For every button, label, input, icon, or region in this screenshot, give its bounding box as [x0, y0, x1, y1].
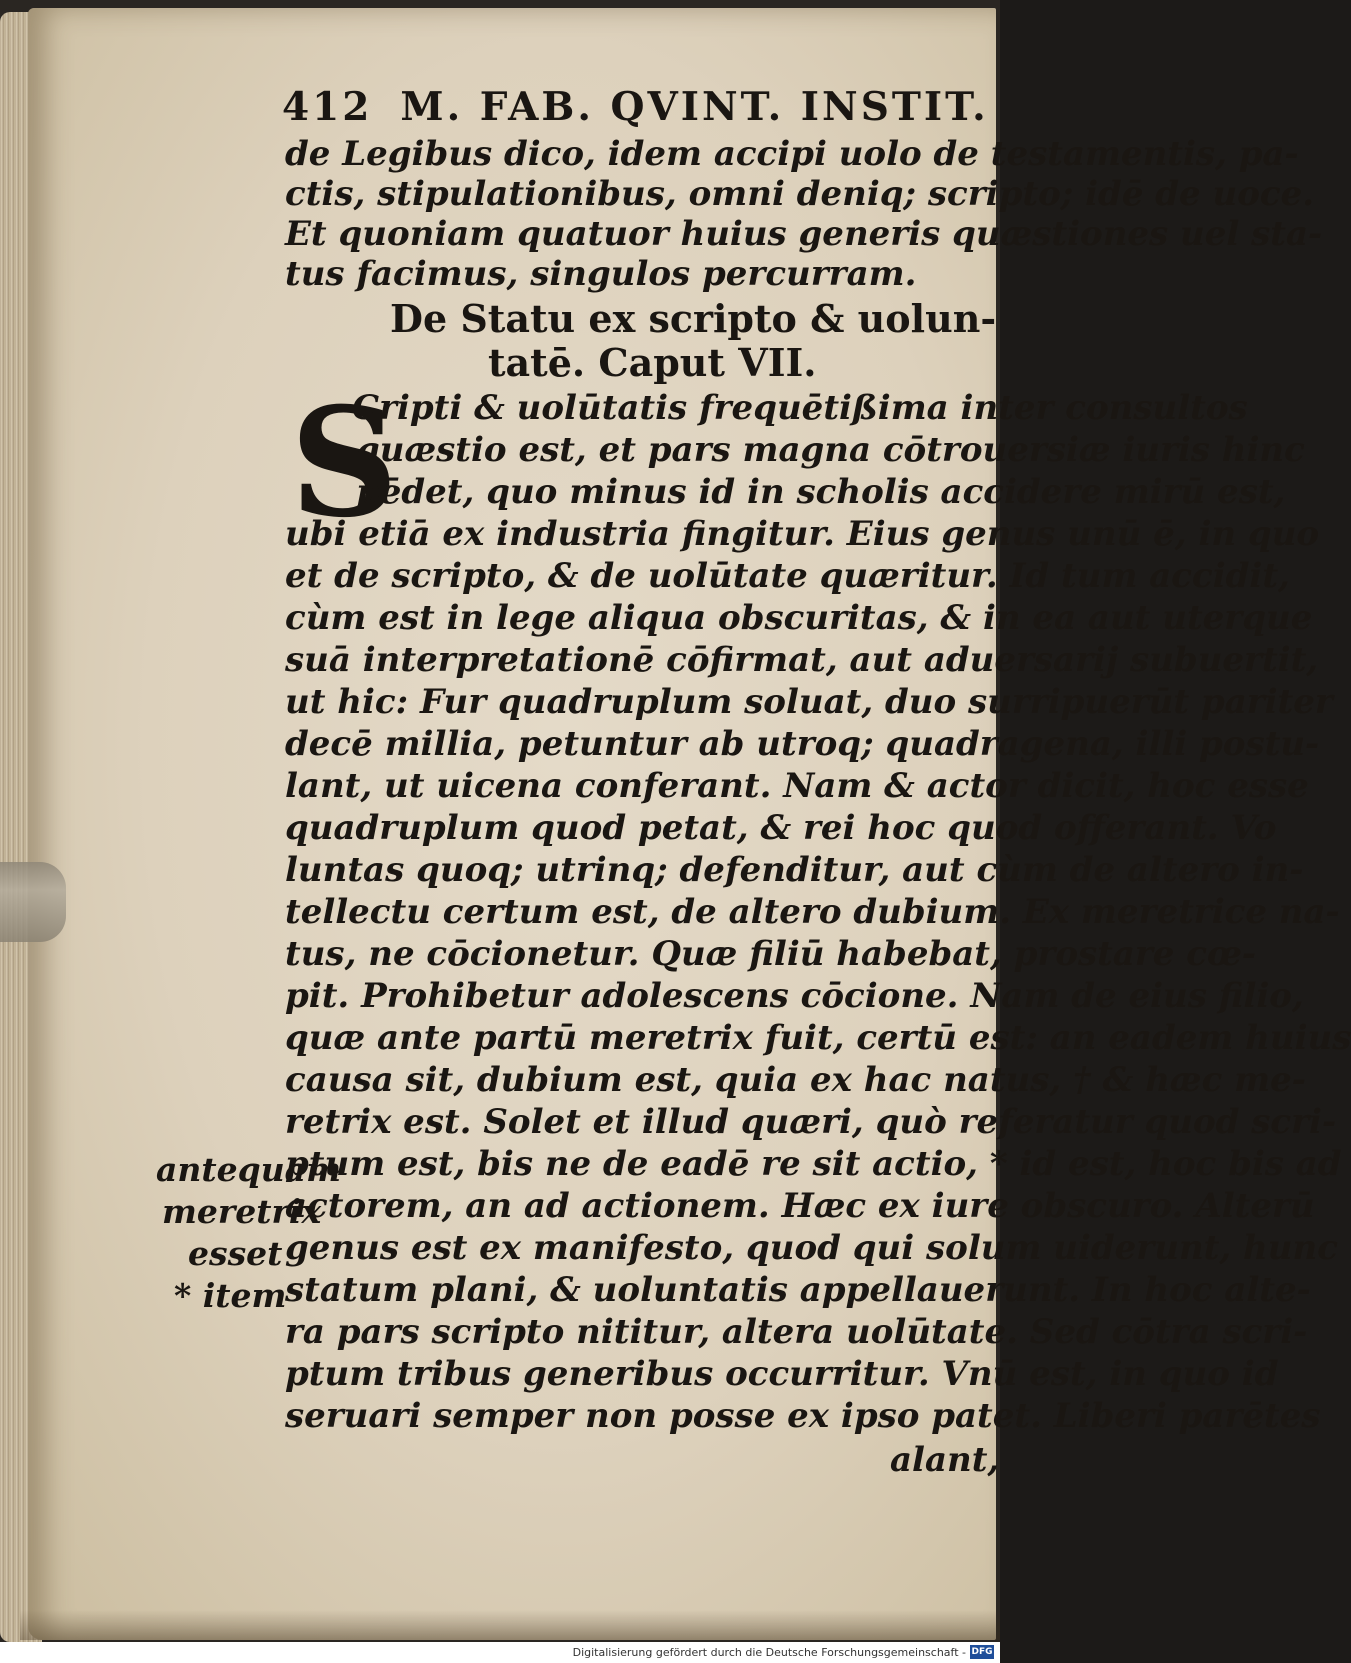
text-line: ctis, stipulationibus, omni deniq; scripto; idē de uoce. [285, 174, 1315, 214]
text-line: retrix est. Solet et illud quæri, quò referatur quod scri- [285, 1102, 1337, 1142]
text-line: tus facimus, singulos percurram. [285, 254, 917, 294]
footer-credit: Digitalisierung gefördert durch die Deutsche Forschungsgemeinschaft - [572, 1646, 966, 1659]
text-line: quæstio est, et pars magna cōtrouersiæ iuris hinc [356, 430, 1305, 470]
margin-note: esset [188, 1234, 283, 1273]
chapter-title-line: De Statu ex scripto & uolun- [390, 296, 997, 341]
text-line: quadruplum quod petat, & rei hoc quod offerant. Vo [285, 808, 1277, 848]
margin-note: meretrix [162, 1192, 322, 1231]
running-title: M. FAB. QVINT. INSTIT. [400, 84, 989, 130]
text-line: suā interpretationē cōfirmat, aut aduersarij subuertit, [285, 640, 1319, 680]
text-line: statum plani, & uoluntatis appellauerunt. In hoc alte- [285, 1270, 1311, 1310]
drop-cap: S [290, 375, 399, 551]
text-line: et de scripto, & de uolūtate quæritur. Id tum accidit, [285, 556, 1290, 596]
text-line: tellectu certum est, de altero dubium. Ex meretrice na- [285, 892, 1340, 932]
text-line: de Legibus dico, idem accipi uolo de testamentis, pa- [285, 134, 1299, 174]
text-line: genus est ex manifesto, quod qui solum uiderunt, hunc [285, 1228, 1338, 1268]
text-line: ptum tribus generibus occurritur. Vnū est, in quo id [285, 1354, 1279, 1394]
bookmark-clasp [0, 862, 66, 942]
text-line: seruari semper non posse ex ipso patet. Liberi parētes [285, 1396, 1321, 1436]
text-line: pēdet, quo minus id in scholis accidere mirū est, [356, 472, 1286, 512]
running-header [282, 84, 989, 130]
catchword: alant, [890, 1440, 1000, 1480]
text-line: lant, ut uicena conferant. Nam & actor dicit, hoc esse [285, 766, 1309, 806]
text-line: tus, ne cōcionetur. Quæ filiū habebat, prostare cœ- [285, 934, 1257, 974]
text-line: Et quoniam quatuor huius generis quæstiones uel sta- [285, 214, 1323, 254]
text-line: ut hic: Fur quadruplum soluat, duo surripuerūt pariter [285, 682, 1333, 722]
text-line: cùm est in lege aliqua obscuritas, & in ea aut uterque [285, 598, 1313, 638]
margin-note: antequam [156, 1150, 341, 1189]
text-line: ra pars scripto nititur, altera uolūtate. Sed cōtra scri- [285, 1312, 1308, 1352]
page-number: 412 [282, 84, 373, 130]
text-line: Cripti & uolūtatis frequētißima inter consultos [352, 388, 1248, 428]
text-line: actorem, an ad actionem. Hæc ex iure obscuro. Alterū [285, 1186, 1315, 1226]
chapter-title-line: tatē. Caput VII. [488, 340, 817, 385]
text-line: luntas quoq; utrinq; defenditur, aut cùm de altero in- [285, 850, 1304, 890]
text-line: decē millia, petuntur ab utroq; quadragena, illi postu- [285, 724, 1320, 764]
text-line: ptum est, bis ne de eadē re sit actio, * id est, hoc bis ad [285, 1144, 1342, 1184]
margin-note: * item [174, 1276, 287, 1315]
text-line: ubi etiā ex industria fingitur. Eius genus unū ē, in quo [285, 514, 1320, 554]
dfg-logo: DFG [971, 1647, 993, 1657]
page-shadow [20, 1610, 1000, 1640]
text-line: pit. Prohibetur adolescens cōcione. Nam de eius filio, [285, 976, 1304, 1016]
text-line: causa sit, dubium est, quia ex hac natus, † & hæc me- [285, 1060, 1306, 1100]
text-line: quæ ante partū meretrix fuit, certū est: an eadem huius [285, 1018, 1351, 1058]
